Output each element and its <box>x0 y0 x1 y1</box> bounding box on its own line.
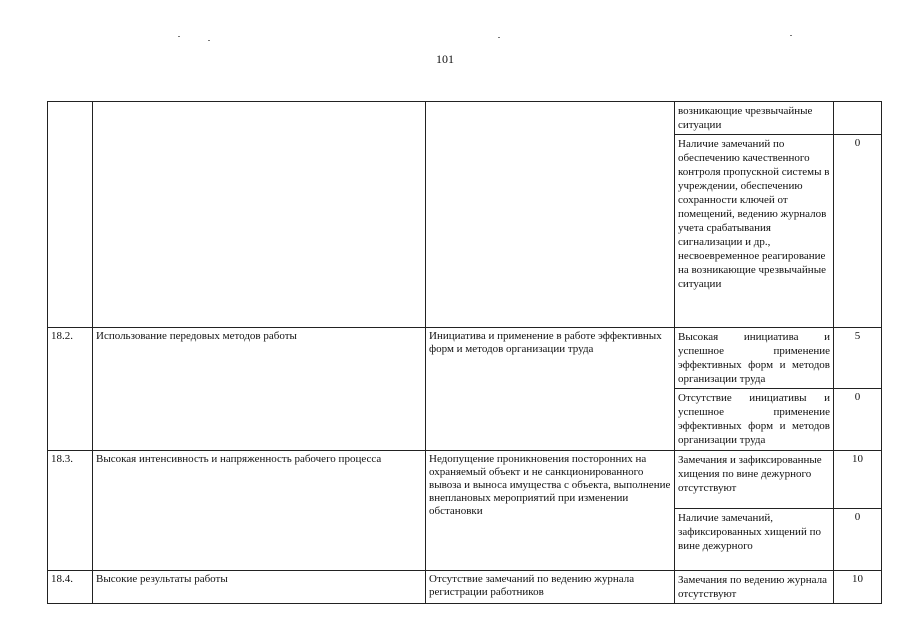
table-row <box>48 451 882 509</box>
score-cell: 5 <box>834 328 882 389</box>
criterion-cell <box>426 102 675 328</box>
row-number-cell: 18.2. <box>48 328 93 451</box>
page-number: 101 <box>436 52 454 66</box>
criterion-cell: Недопущение проникновения посторонних на охраняемый объект и не санкционированного вывоза и выноса имущества с объекта, выполнение внеплановых мероприятий при изменении обстановки <box>426 451 675 571</box>
score-cell: 0 <box>834 135 882 328</box>
indicator-name-cell: Высокие результаты работы <box>93 571 426 604</box>
table-row <box>48 571 882 604</box>
indicator-name-cell: Использование передовых методов работы <box>93 328 426 451</box>
row-number-cell <box>48 102 93 328</box>
score-cell <box>834 102 882 135</box>
criteria-table <box>47 101 882 604</box>
indicator-text-cell: Наличие замечаний, зафиксированных хищений по вине дежурного <box>675 509 834 571</box>
criterion-cell: Инициатива и применение в работе эффективных форм и методов организации труда <box>426 328 675 451</box>
indicator-text-cell: возникающие чрезвычайные ситуации <box>675 102 834 135</box>
row-number-cell: 18.3. <box>48 451 93 571</box>
indicator-text-cell: Отсутствие инициативы и успешное применение эффективных форм и методов организации труда <box>675 389 834 451</box>
scan-speck <box>790 35 792 36</box>
indicator-text-cell: Высокая инициатива и успешное применение эффективных форм и методов организации труда <box>675 328 834 389</box>
scan-speck <box>208 40 210 41</box>
indicator-text-cell: Замечания и зафиксированные хищения по вине дежурного отсутствуют <box>675 451 834 509</box>
score-cell: 10 <box>834 571 882 604</box>
scan-speck <box>178 36 180 37</box>
table-row <box>48 102 882 135</box>
indicator-name-cell <box>93 102 426 328</box>
score-cell: 0 <box>834 509 882 571</box>
score-cell: 0 <box>834 389 882 451</box>
indicator-name-cell: Высокая интенсивность и напряженность рабочего процесса <box>93 451 426 571</box>
score-cell: 10 <box>834 451 882 509</box>
indicator-text-cell: Наличие замечаний по обеспечению качественного контроля пропускной системы в учреждении, обеспечению сохранности ключей от помещений, ведению журналов учета срабатывания сигнализации и др., несвоевременное реагирование на возникающие чрезвычайные ситуации <box>675 135 834 328</box>
scan-speck <box>498 37 500 38</box>
row-number-cell: 18.4. <box>48 571 93 604</box>
table-row <box>48 328 882 389</box>
criterion-cell: Отсутствие замечаний по ведению журнала регистрации работников <box>426 571 675 604</box>
indicator-text-cell: Замечания по ведению журнала отсутствуют <box>675 571 834 604</box>
